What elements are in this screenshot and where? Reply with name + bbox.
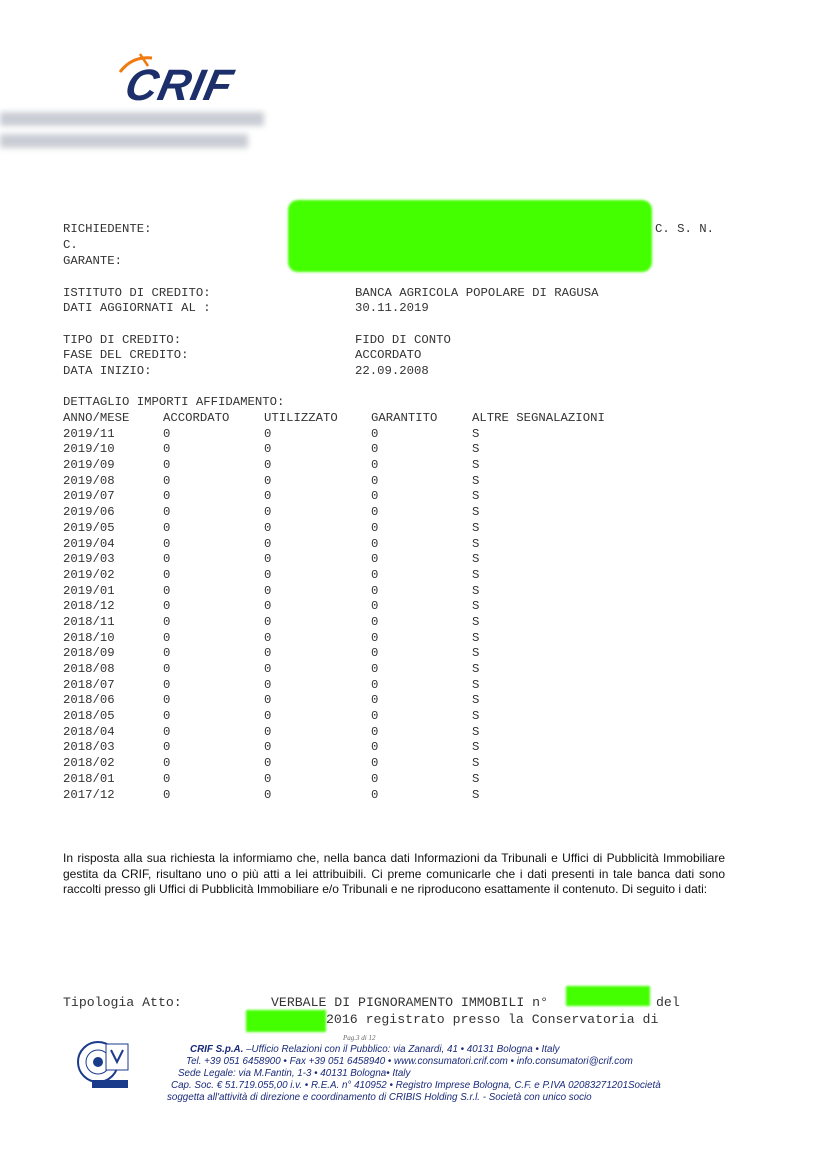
blurred-address-bar — [0, 134, 248, 148]
table-cell: 0 — [371, 473, 379, 488]
table-cell: 0 — [264, 677, 272, 692]
table-cell: 2018/02 — [63, 756, 115, 771]
table-cell: 0 — [163, 583, 171, 598]
table-cell: S — [472, 646, 480, 661]
table-cell: 0 — [163, 630, 171, 645]
table-cell: S — [472, 756, 480, 771]
affidamento-table — [63, 411, 605, 803]
table-cell: 2019/05 — [63, 520, 115, 535]
table-cell: 0 — [371, 756, 379, 771]
table-cell: 0 — [264, 473, 272, 488]
table-cell: 0 — [163, 505, 171, 520]
table-cell: 0 — [163, 520, 171, 535]
table-cell: 0 — [264, 646, 272, 661]
table-cell: S — [472, 458, 480, 473]
table-row — [63, 724, 480, 741]
table-cell: 2019/02 — [63, 567, 115, 582]
table-cell: 0 — [163, 567, 171, 582]
table-cell: 0 — [163, 646, 171, 661]
tipo-label: TIPO DI CREDITO: — [63, 333, 182, 347]
table-row — [63, 630, 480, 647]
table-cell: 0 — [371, 599, 379, 614]
table-cell: 0 — [371, 489, 379, 504]
table-cell: S — [472, 740, 480, 755]
table-row — [63, 489, 480, 505]
table-cell: 0 — [371, 614, 379, 629]
seal-label: SINCERT — [92, 1081, 114, 1087]
table-cell: 0 — [163, 756, 171, 771]
table-cell: 2018/11 — [63, 614, 115, 629]
table-row — [63, 614, 480, 631]
table-cell: S — [472, 442, 480, 457]
footer-holding: soggetta all'attività di direzione e coordinamento di CRIBIS Holding S.r.l. - Società con unico socio — [167, 1092, 592, 1103]
table-cell: 0 — [264, 552, 272, 567]
table-cell: 0 — [163, 614, 171, 629]
fase-value: ACCORDATO — [355, 348, 422, 362]
table-cell: 0 — [163, 489, 171, 504]
table-cell: 0 — [371, 709, 379, 724]
column-header: UTILIZZATO — [264, 411, 338, 425]
istituto-value: BANCA AGRICOLA POPOLARE DI RAGUSA — [355, 286, 599, 300]
table-cell: 2018/03 — [63, 740, 115, 755]
table-cell: S — [472, 489, 480, 504]
table-cell: 0 — [264, 458, 272, 473]
table-body — [63, 426, 480, 804]
table-row — [63, 662, 480, 678]
table-cell: 0 — [264, 740, 272, 755]
table-cell: S — [472, 473, 480, 488]
table-cell: S — [472, 724, 480, 739]
table-row — [63, 599, 480, 615]
table-cell: 0 — [371, 662, 379, 676]
redacted-name — [288, 200, 652, 272]
table-cell: S — [472, 662, 480, 676]
footer-legal-seat: Sede Legale: via M.Fantin, 1-3 • 40131 Bologna• Italy — [178, 1068, 411, 1079]
table-row — [63, 756, 480, 772]
table-cell: 0 — [163, 458, 171, 473]
istituto-label: ISTITUTO DI CREDITO: — [63, 286, 211, 300]
table-cell: 2019/01 — [63, 583, 115, 598]
table-row — [63, 520, 480, 537]
garante-label: GARANTE: — [63, 254, 123, 268]
table-cell: 0 — [163, 442, 171, 457]
table-cell: 2019/03 — [63, 552, 115, 567]
table-cell: 2018/06 — [63, 693, 115, 708]
table-cell: 0 — [163, 709, 171, 724]
table-cell: 2019/10 — [63, 442, 115, 457]
table-cell: 2018/08 — [63, 662, 115, 676]
dati-label: DATI AGGIORNATI AL : — [63, 301, 211, 315]
table-cell: S — [472, 505, 480, 520]
column-header: ACCORDATO — [163, 411, 230, 425]
table-cell: 0 — [264, 614, 272, 629]
table-cell: 0 — [163, 536, 171, 551]
table-row — [63, 442, 480, 458]
table-cell: S — [472, 520, 480, 535]
table-cell: 0 — [264, 489, 272, 504]
inizio-value: 22.09.2008 — [355, 364, 429, 378]
fase-label: FASE DEL CREDITO: — [63, 348, 189, 362]
table-cell: 0 — [264, 442, 272, 457]
table-cell: 2019/07 — [63, 489, 115, 504]
table-row — [63, 646, 480, 662]
table-cell: 0 — [163, 787, 171, 802]
footer-company: CRIF S.p.A. — [190, 1044, 244, 1055]
column-header: ALTRE SEGNALAZIONI — [472, 411, 605, 425]
table-cell: 0 — [264, 630, 272, 645]
table-cell: 0 — [264, 709, 272, 724]
table-cell: 2018/05 — [63, 709, 115, 724]
blurred-address-bar — [0, 112, 264, 126]
atto-value-end: del — [656, 995, 680, 1010]
table-cell: 0 — [264, 536, 272, 551]
table-row — [63, 458, 480, 474]
table-cell: 0 — [371, 740, 379, 755]
table-cell: 0 — [163, 662, 171, 676]
tipo-value: FIDO DI CONTO — [355, 333, 451, 347]
table-cell: 0 — [371, 458, 379, 473]
table-cell: S — [472, 787, 480, 802]
table-row — [63, 771, 480, 788]
table-cell: 0 — [371, 771, 379, 786]
table-cell: S — [472, 426, 480, 441]
table-cell: S — [472, 552, 480, 567]
table-row — [63, 567, 480, 584]
table-cell: 0 — [163, 677, 171, 692]
table-cell: 0 — [371, 536, 379, 551]
table-row — [63, 583, 480, 600]
redacted-date — [246, 1010, 326, 1032]
table-cell: 0 — [163, 473, 171, 488]
table-cell: 0 — [371, 583, 379, 598]
table-cell: 0 — [264, 662, 272, 676]
table-cell: 2018/12 — [63, 599, 115, 614]
table-row — [63, 426, 480, 443]
inizio-label: DATA INIZIO: — [63, 364, 152, 378]
table-cell: S — [472, 693, 480, 708]
table-cell: S — [472, 614, 480, 629]
table-cell: 0 — [264, 505, 272, 520]
column-header: ANNO/MESE — [63, 411, 130, 425]
page-number: Pag.3 di 12 — [343, 1034, 376, 1042]
table-cell: 2018/10 — [63, 630, 115, 645]
table-cell: 0 — [371, 787, 379, 802]
table-cell: 0 — [264, 756, 272, 771]
table-cell: 2018/07 — [63, 677, 115, 692]
table-header-row — [63, 411, 605, 427]
table-cell: 0 — [371, 630, 379, 645]
table-cell: 2017/12 — [63, 787, 115, 802]
table-cell: 0 — [264, 599, 272, 614]
table-cell: 0 — [163, 740, 171, 755]
table-cell: S — [472, 771, 480, 786]
table-cell: S — [472, 536, 480, 551]
table-cell: S — [472, 567, 480, 582]
table-cell: 0 — [163, 724, 171, 739]
logo-text: CRIF — [120, 61, 238, 110]
table-cell: 0 — [371, 724, 379, 739]
table-cell: 0 — [371, 520, 379, 535]
table-row — [63, 536, 480, 553]
richiedente-suffix: C. S. N. — [655, 222, 715, 236]
table-cell: 0 — [371, 442, 379, 457]
crif-logo — [118, 52, 278, 112]
footer-capital: Cap. Soc. € 51.719.055,00 i.v. • R.E.A. n° 410952 • Registro Imprese Bologna, C.F. e P.IVA 02083271201Società — [171, 1080, 661, 1091]
redacted-number — [566, 986, 650, 1006]
info-paragraph: In risposta alla sua richiesta la informiamo che, nella banca dati Informazioni da Tribunali e Uffici di Pubblicità Immobiliare gestita da CRIF, risultano uno o più atti a lei attribuibili. Ci preme comunicarle che i dati presenti in tale banca dati sono raccolti presso gli Uffici di Pubblicità Immobiliare e/o Tribunali e ne riproducono esattamente il contenuto. Di seguito i dati: — [63, 851, 725, 896]
footer-contacts: Tel. +39 051 6458900 • Fax +39 051 6458940 • www.consumatori.crif.com • info.consumatori@crif.com — [186, 1056, 633, 1067]
table-cell: 0 — [163, 693, 171, 708]
table-cell: 2019/11 — [63, 426, 115, 441]
table-cell: 0 — [264, 567, 272, 582]
table-cell: 0 — [264, 426, 272, 441]
table-title: DETTAGLIO IMPORTI AFFIDAMENTO: — [63, 395, 285, 409]
table-cell: 0 — [264, 520, 272, 535]
table-row — [63, 709, 480, 725]
table-cell: 0 — [371, 505, 379, 520]
table-row — [63, 740, 480, 756]
table-cell: 0 — [264, 693, 272, 708]
table-cell: 2019/09 — [63, 458, 115, 473]
table-cell: 0 — [371, 426, 379, 441]
table-cell: 2019/06 — [63, 505, 115, 520]
table-cell: 2019/08 — [63, 473, 115, 488]
table-cell: 0 — [264, 771, 272, 786]
table-cell: 0 — [371, 552, 379, 567]
column-header: GARANTITO — [371, 411, 438, 425]
table-cell: 2018/09 — [63, 646, 115, 661]
table-cell: 0 — [371, 693, 379, 708]
table-cell: 0 — [163, 771, 171, 786]
table-row — [63, 677, 480, 694]
dati-value: 30.11.2019 — [355, 301, 429, 315]
table-cell: 2018/04 — [63, 724, 115, 739]
table-row — [63, 787, 480, 804]
table-cell: S — [472, 599, 480, 614]
table-cell: 0 — [163, 426, 171, 441]
table-row — [63, 505, 480, 521]
atto-value-line2: 2016 registrato presso la Conservatoria di — [326, 1012, 659, 1027]
table-row — [63, 552, 480, 568]
richiedente-line2: C. — [63, 238, 78, 252]
table-cell: 0 — [264, 583, 272, 598]
table-cell: 0 — [264, 724, 272, 739]
table-cell: 0 — [371, 567, 379, 582]
table-row — [63, 473, 480, 490]
richiedente-label: RICHIEDENTE: — [63, 222, 152, 236]
table-cell: S — [472, 677, 480, 692]
table-cell: S — [472, 583, 480, 598]
table-cell: S — [472, 630, 480, 645]
atto-value-start: VERBALE DI PIGNORAMENTO IMMOBILI n° — [271, 995, 548, 1010]
table-cell: 0 — [371, 646, 379, 661]
table-cell: 2018/01 — [63, 771, 115, 786]
table-row — [63, 693, 480, 709]
table-cell: 0 — [163, 552, 171, 567]
atto-label: Tipologia Atto: — [63, 995, 182, 1010]
table-cell: 0 — [163, 599, 171, 614]
table-cell: 2019/04 — [63, 536, 115, 551]
footer-line1 — [190, 1044, 560, 1057]
footer-office: –Ufficio Relazioni con il Pubblico: via Zanardi, 41 • 40131 Bologna • Italy — [243, 1044, 560, 1055]
table-cell: 0 — [371, 677, 379, 692]
table-cell: 0 — [264, 787, 272, 802]
table-cell: S — [472, 709, 480, 724]
